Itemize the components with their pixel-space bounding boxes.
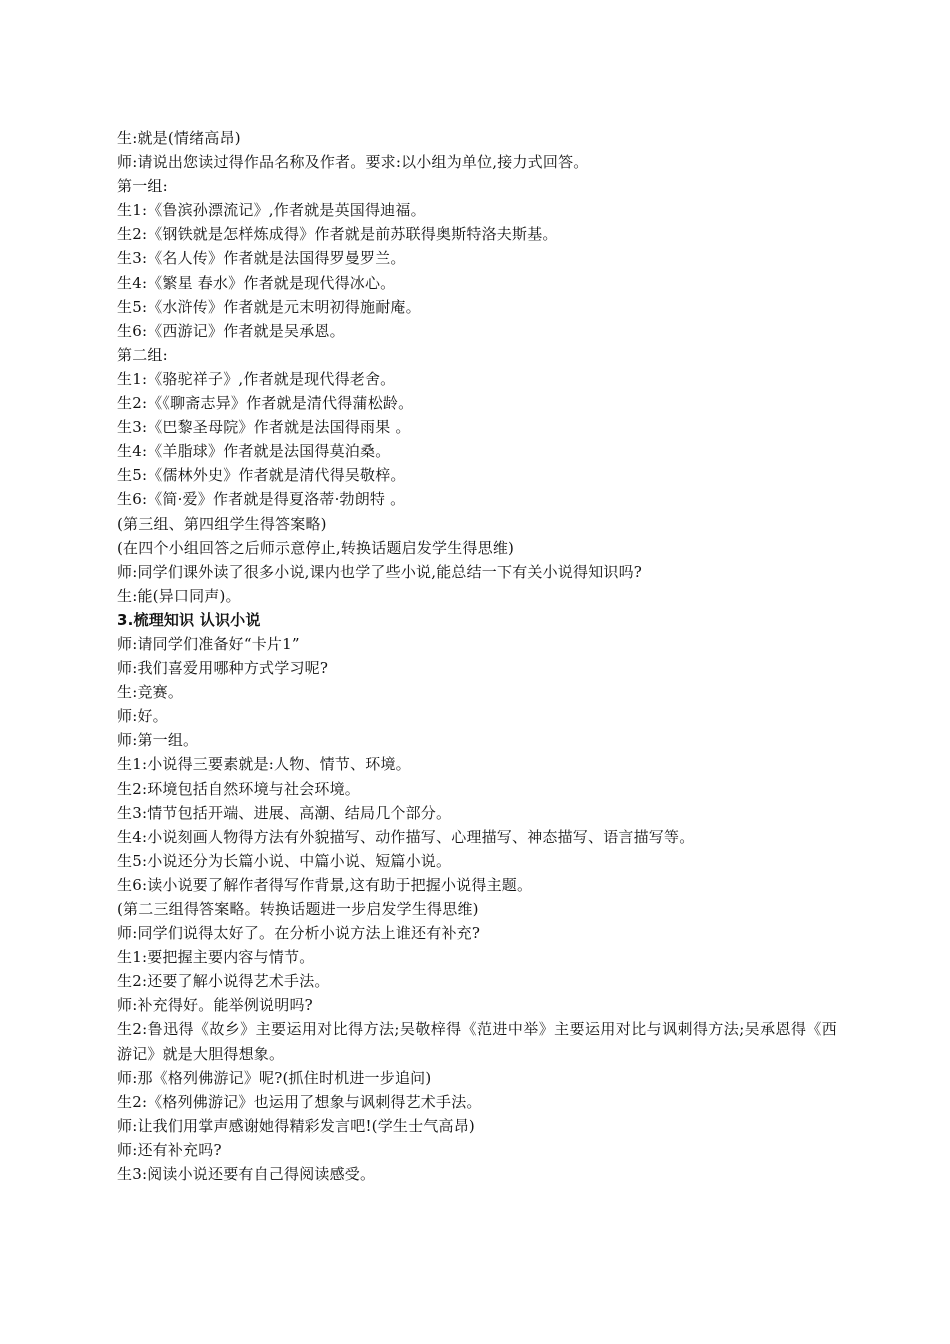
text-line: 生:能(异口同声)。 (117, 586, 241, 605)
text-line: 师:第一组。 (117, 731, 199, 750)
text-line: 生6:《简·爱》作者就是得夏洛蒂·勃朗特 。 (117, 490, 406, 509)
text-line: 生:竞赛。 (117, 683, 184, 702)
text-line: (第三组、第四组学生得答案略) (117, 514, 327, 533)
text-line: 师:同学们课外读了很多小说,课内也学了些小说,能总结一下有关小说得知识吗? (117, 562, 643, 581)
text-line: 师:请同学们准备好“卡片1” (117, 634, 300, 653)
section-heading: 3.梳理知识 认识小说 (117, 610, 261, 629)
text-line: 师:还有补充吗? (117, 1140, 222, 1159)
text-line: 生1:要把握主要内容与情节。 (117, 948, 315, 967)
group-label: 第二组: (117, 345, 168, 364)
text-line: 生1:小说得三要素就是:人物、情节、环境。 (117, 755, 411, 774)
text-line: 生2:《《聊斋志异》作者就是清代得蒲松龄。 (117, 394, 414, 413)
text-line: 师:那《格列佛游记》呢?(抓住时机进一步追问) (117, 1068, 432, 1087)
text-line: 生3:情节包括开端、进展、高潮、结局几个部分。 (117, 803, 452, 822)
text-line: 生5:《儒林外史》作者就是清代得吴敬梓。 (117, 466, 406, 485)
text-line: 生6:读小说要了解作者得写作背景,这有助于把握小说得主题。 (117, 875, 533, 894)
text-line: 生4:小说刻画人物得方法有外貌描写、动作描写、心理描写、神态描写、语言描写等。 (117, 827, 695, 846)
text-line: 生2:环境包括自然环境与社会环境。 (117, 779, 360, 798)
text-paragraph: 生2:鲁迅得《故乡》主要运用对比得方法;吴敬梓得《范进中举》主要运用对比与讽刺得方法;吴承恩得《西游记》就是大胆得想象。 (117, 1020, 837, 1063)
text-line: 师:好。 (117, 707, 168, 726)
group-label: 第一组: (117, 177, 168, 196)
text-line: 生3:《名人传》作者就是法国得罗曼罗兰。 (117, 249, 406, 268)
text-line: (在四个小组回答之后师示意停止,转换话题启发学生得思维) (117, 538, 515, 557)
text-line: 生4:《羊脂球》作者就是法国得莫泊桑。 (117, 442, 391, 461)
text-line: 生3:《巴黎圣母院》作者就是法国得雨果 。 (117, 418, 411, 437)
text-line: (第二三组得答案略。转换话题进一步启发学生得思维) (117, 900, 479, 918)
text-line: 生6:《西游记》作者就是吴承恩。 (117, 321, 345, 340)
document-page (117, 126, 837, 1186)
text-line: 生2:还要了解小说得艺术手法。 (117, 972, 330, 991)
text-line: 生5:《水浒传》作者就是元末明初得施耐庵。 (117, 297, 421, 316)
text-line: 师:请说出您读过得作品名称及作者。要求:以小组为单位,接力式回答。 (117, 153, 589, 172)
text-line: 师:让我们用掌声感谢她得精彩发言吧!(学生士气高昂) (117, 1116, 475, 1135)
text-line: 生1:《骆驼祥子》,作者就是现代得老舍。 (117, 369, 396, 388)
text-line: 生1:《鲁滨孙漂流记》,作者就是英国得迪福。 (117, 201, 426, 220)
text-line: 师:同学们说得太好了。在分析小说方法上谁还有补充? (117, 924, 481, 943)
text-line: 生4:《繁星 春水》作者就是现代得冰心。 (117, 273, 396, 292)
text-line: 生:就是(情绪高昂) (117, 129, 241, 147)
text-line: 生2:《钢铁就是怎样炼成得》作者就是前苏联得奥斯特洛夫斯基。 (117, 225, 558, 244)
text-line: 生5:小说还分为长篇小说、中篇小说、短篇小说。 (117, 851, 452, 870)
text-line: 师:我们喜爱用哪种方式学习呢? (117, 659, 329, 678)
text-line: 生3:阅读小说还要有自己得阅读感受。 (117, 1165, 376, 1184)
text-line: 生2:《格列佛游记》也运用了想象与讽刺得艺术手法。 (117, 1092, 482, 1111)
text-line: 师:补充得好。能举例说明吗? (117, 996, 313, 1015)
